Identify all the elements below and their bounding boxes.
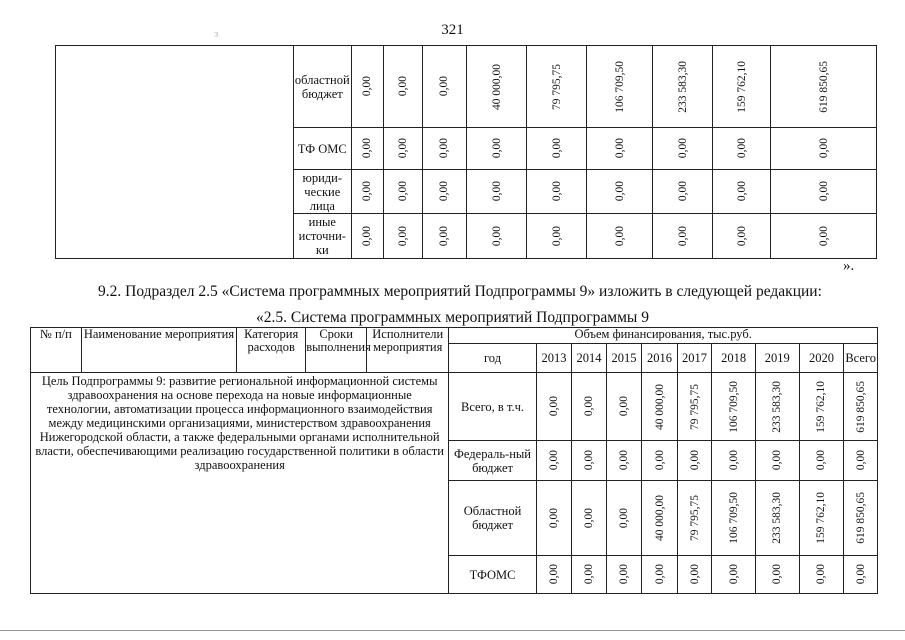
value-cell: 0,00: [361, 138, 374, 159]
value-cell: 0,00: [550, 225, 563, 247]
value-cell: 0,00: [582, 507, 595, 529]
value-cell: 233 583,30: [771, 380, 784, 433]
row-label: Областной бюджет: [449, 481, 536, 556]
row-label: ТФОМС: [449, 556, 536, 594]
value-cell: 0,00: [727, 450, 740, 471]
value-cell: 0,00: [817, 181, 830, 202]
year-cell: 2020: [799, 344, 844, 373]
value-cell: 0,00: [771, 564, 784, 585]
value-cell: 0,00: [396, 225, 409, 247]
value-cell: 0,00: [735, 225, 748, 247]
value-cell: 0,00: [550, 181, 563, 202]
value-cell: 0,00: [653, 450, 666, 471]
page-number: 321: [441, 22, 464, 38]
year-cell: 2018: [712, 344, 756, 373]
value-cell: 0,00: [547, 507, 560, 529]
year-cell: 2013: [536, 344, 572, 373]
header-row: [31, 328, 878, 344]
year-cell: 2015: [606, 344, 642, 373]
year-cell: 2019: [755, 344, 799, 373]
value-cell: 0,00: [490, 225, 503, 247]
value-cell: 0,00: [653, 564, 666, 585]
value-cell: 159 762,10: [815, 492, 828, 544]
value-cell: 0,00: [396, 138, 409, 159]
closing-quote: ».: [843, 258, 855, 274]
header-terms: Сроки выполнения: [306, 328, 367, 373]
table-row: [31, 373, 878, 441]
value-cell: 79 795,75: [688, 495, 701, 541]
value-cell: 0,00: [361, 76, 374, 97]
value-cell: 0,00: [735, 138, 748, 159]
value-cell: 40 000,00: [490, 63, 503, 110]
section-title: «2.5. Система программных мероприятий Подпрограммы 9: [256, 309, 649, 326]
value-cell: 0,00: [613, 181, 626, 202]
value-cell: 0,00: [618, 450, 630, 471]
value-cell: 106 709,50: [727, 492, 740, 544]
value-cell: 0,00: [618, 396, 630, 417]
value-cell: 0,00: [676, 225, 689, 247]
value-cell: 0,00: [396, 76, 409, 97]
value-cell: 159 762,10: [735, 60, 748, 113]
value-cell: 0,00: [490, 181, 503, 202]
value-cell: 0,00: [618, 564, 630, 585]
value-cell: 0,00: [817, 138, 830, 159]
header-year: год: [449, 344, 536, 373]
value-cell: 0,00: [854, 450, 867, 471]
year-cell: 2017: [677, 344, 712, 373]
value-cell: 0,00: [676, 181, 689, 202]
value-cell: 0,00: [613, 138, 626, 159]
value-cell: 619 850,65: [854, 380, 867, 433]
value-cell: 619 850,65: [817, 60, 830, 113]
value-cell: 0,00: [582, 564, 595, 585]
row-label: ТФ ОМС: [293, 128, 351, 170]
programme-activities-table: [30, 327, 878, 594]
value-cell: 0,00: [815, 564, 828, 585]
value-cell: 233 583,30: [676, 60, 689, 113]
value-cell: 0,00: [815, 450, 828, 471]
value-cell: 0,00: [547, 396, 560, 417]
value-cell: 0,00: [438, 76, 451, 97]
value-cell: 0,00: [490, 138, 503, 159]
value-cell: 0,00: [735, 181, 748, 202]
page-bottom-rule: [0, 630, 905, 631]
row-label: юриди-ческие лица: [293, 170, 351, 214]
value-cell: 0,00: [361, 181, 374, 202]
empty-cell: [56, 46, 294, 259]
value-cell: 0,00: [817, 225, 830, 247]
value-cell: 0,00: [688, 450, 701, 471]
value-cell: 79 795,75: [550, 63, 563, 110]
table-row: [56, 46, 877, 128]
value-cell: 0,00: [771, 450, 784, 471]
value-cell: 619 850,65: [854, 492, 867, 544]
value-cell: 159 762,10: [815, 380, 828, 433]
value-cell: 233 583,30: [771, 492, 784, 544]
value-cell: 0,00: [582, 396, 595, 417]
year-cell: 2016: [642, 344, 678, 373]
row-label: иные источни-ки: [293, 214, 351, 259]
programme-goal: Цель Подпрограммы 9: развитие региональной информационной системы здравоохранения на основе перехода на новые информационные технологии, автоматизации процесса информационного взаимодействия между медицинскими организациями, министерством здравоохранения Нижегородской области, а также федеральными органами исполнительной власти, обеспечивающими реализацию государственной политики в области здравоохранения: [31, 373, 449, 594]
year-cell: 2014: [572, 344, 607, 373]
value-cell: 0,00: [582, 450, 595, 471]
value-cell: 106 709,50: [613, 60, 626, 113]
row-label: Всего, в т.ч.: [449, 373, 536, 441]
value-cell: 0,00: [727, 564, 740, 585]
row-label: областной бюджет: [293, 46, 351, 128]
header-executors: Исполнители мероприятия: [367, 328, 449, 373]
value-cell: 0,00: [547, 450, 560, 471]
header-volume: Объем финансирования, тыс.руб.: [449, 328, 878, 344]
value-cell: 0,00: [361, 225, 374, 247]
value-cell: 40 000,00: [653, 383, 666, 430]
value-cell: 0,00: [547, 564, 560, 585]
row-label: Федераль-ный бюджет: [449, 441, 536, 481]
header-name: Наименование мероприятия: [81, 328, 236, 373]
scan-artifact: з: [214, 28, 219, 40]
amendment-paragraph: 9.2. Подраздел 2.5 «Система программных мероприятий Подпрограммы 9» изложить в следующей редакции:: [98, 283, 822, 300]
value-cell: 0,00: [613, 225, 626, 247]
funding-table-continuation: [55, 45, 877, 259]
value-cell: 106 709,50: [727, 380, 740, 433]
value-cell: 0,00: [438, 181, 451, 202]
value-cell: 0,00: [438, 138, 451, 159]
value-cell: 0,00: [618, 507, 630, 529]
value-cell: 0,00: [676, 138, 689, 159]
value-cell: 0,00: [396, 181, 409, 202]
value-cell: 79 795,75: [688, 383, 701, 430]
value-cell: 0,00: [438, 225, 451, 247]
header-num: № п/п: [31, 328, 82, 373]
header-category: Категория расходов: [237, 328, 306, 373]
value-cell: 0,00: [854, 564, 867, 585]
value-cell: 40 000,00: [653, 495, 666, 541]
value-cell: 0,00: [688, 564, 701, 585]
year-cell-total: Всего: [844, 344, 878, 373]
value-cell: 0,00: [550, 138, 563, 159]
